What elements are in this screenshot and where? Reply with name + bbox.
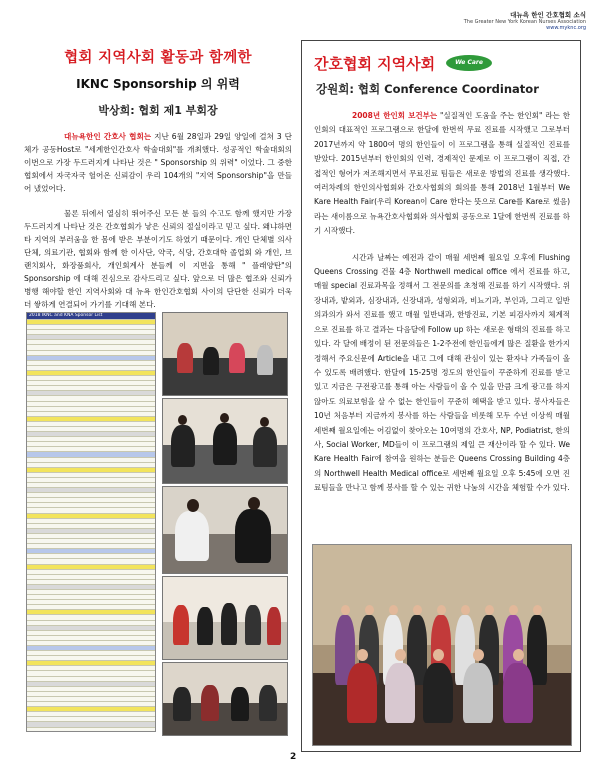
group-photo-face <box>461 605 470 615</box>
photo-person <box>231 687 249 721</box>
sponsor-table-rows <box>27 320 155 732</box>
group-photo-person <box>385 663 415 723</box>
left-article <box>24 42 292 311</box>
right-article <box>301 40 581 752</box>
photo-person <box>173 687 191 721</box>
left-paragraph-1 <box>24 130 292 195</box>
group-photo-face <box>437 605 446 615</box>
photo-conference-2 <box>162 398 288 484</box>
photo-person-head <box>260 417 269 427</box>
left-paragraph-1-lead: 대뉴욕한인 간호사 협회는 <box>64 132 152 141</box>
right-paragraph-1-body: "실질적인 도움을 주는 한인회" 라는 한인회의 대표적인 프로그램으로 한달에 한번씩 무료 진료를 시작했고 그로부터 2017년까지 약 1800여 명의 한인들이 이 프로그램을 통해 실질적인 진료를 받았다. 2015년부터 한인회의 인력, 경제적인 문제로 이 프로그램이 직접, 간접적인 형어가 저조해지면서 무료진료 팀들은 새로운 방법의 진료를 생각했다. 여러차례의 한인의사협회와 간호사협회의 회의를 통해 2018년 1월부터 We Kare Health Fair(우리 Korean이 Care 한다는 뜻으로 Care를 Kare로 썼음) 라는 새이름으로 뉴욕간호사협회와 의사협회 공동으로 1달에 한번씩 진료를 하기 시작했다. <box>314 111 570 236</box>
sponsor-table-row <box>27 728 155 733</box>
left-article-author: 박상희: 협회 제1 부회장 <box>98 104 218 117</box>
photo-person <box>197 607 213 645</box>
photo-person-head <box>187 499 199 512</box>
photo-person <box>257 345 273 375</box>
sponsor-table-title: 2018 IKNC and KNA Sponsor List <box>29 313 103 318</box>
photo-conference-4 <box>162 576 288 660</box>
photo-person <box>177 343 193 373</box>
publication-tagline: The Greater New York Korean Nurses Association <box>463 19 586 25</box>
right-paragraph-2: 시간과 날짜는 예전과 같이 매월 세번째 월요일 오후에 Flushing Queens Crossing 건물 4층 Northwell medical office 에서 진료를 하고, 매월 special 진료과목을 정해서 그 전문의를 초청해 진료를 하기 시작했다. 위장내과, 밭외과, 심장내과, 신장내과, 성형외과, 비뇨기과, 부인과, 그리고 일반의과의가 와서 진료를 했고 매월 일반내과, 한방진료, 기본 피검사까지 체계적으로 진료를 하고 결과는 다음달에 Follow up 하는 새로운 형태의 진료를 하고 있다. 각 달에 배정이 된 전문의들은 1-2주전에 한인들에게 많은 질환을 한가지 정해서 주요신문에 Article을 내고 그에 대해 관심이 있는 환자나 가족들이 올 수 있도록 배려했다. 한달에 15-25명 정도의 한인들이 꾸준하게 진료를 받고 있고 지금은 구전광고를 통해 아는 사람들이 올 수 있을 만큼 크게 광고를 하지 않아도 의료보험을 살 수 없는 한인들이 꾸준히 혜택을 받고 있다. 봉사자들은 10년 처음부터 지금까지 봉사를 하는 사람들을 비롯해 모두 수년 이상씩 매월 세번째 월요일에는 어김없이 찾아오는 10여명의 간호사, NP, Podiatrist, 한의사, Social Worker, MD들이 이 프로그램의 제일 큰 재산이라 할 수 있다. We Kare Health Fair에 참여을 원하는 분들은 Queens Crossing Building 4층의 Northwell Health Medical office로 세번째 월요일 오후 5:45에 오면 진료팀들을 만나고 함께 봉사를 할 수 있는 귀한 나눔의 시간을 체험할 수가 있다. <box>314 252 570 493</box>
left-article-subtitle: IKNC Sponsorship 의 위력 <box>76 77 240 91</box>
group-photo-face <box>533 605 542 615</box>
left-paragraph-2: 물론 뒤에서 열심히 뛰어주신 모든 분 들의 수고도 함께 했지만 가장 두드러지게 나타난 것은 간호협회가 낳은 신뢰의 절실이라고 믿고 싶다. 왜냐하면 타 지역의 부러움을 한 몸에 받은 부분이기도 하였기 때문이다. 개인 단체별 의사단체, 의료기관, 협회와 함께 한 이사단, 약국, 식당, 간호대학 졸업회 와 개인, 브랜치회사, 화장품회사, 개인회계사 분들께 이 지면을 통해 " 플래양탄"의 Sponsorship 에 대해 진심으로 감사드리고 싶다. 앞으로 더 많은 협조와 신뢰가 병행 해야할 한인 지역사회와 대 뉴욕 한인간호협회 사이의 단단한 신뢰가 더욱 더 쌓하게 연결되어 가기를 기대해 본다. <box>24 209 292 309</box>
photo-person-head <box>220 413 229 423</box>
sponsor-table-header <box>27 313 155 320</box>
left-article-title: 협회 지역사회 활동과 함께한 <box>64 50 252 66</box>
group-photo-face <box>365 605 374 615</box>
group-photo-face <box>509 605 518 615</box>
photo-person <box>213 423 237 465</box>
photo-conference-1 <box>162 312 288 396</box>
photo-person <box>253 427 277 467</box>
group-photo <box>312 544 572 746</box>
photo-conference-3 <box>162 486 288 574</box>
group-photo-face <box>485 605 494 615</box>
group-photo-face <box>473 649 484 661</box>
photo-person <box>175 511 209 561</box>
right-article-title-row <box>314 53 570 74</box>
right-article-title: 간호협회 지역사회 <box>314 55 436 73</box>
group-photo-face <box>433 649 444 661</box>
photo-person-head <box>248 497 260 510</box>
group-photo-face <box>513 649 524 661</box>
group-photo-person <box>503 663 533 723</box>
photo-person <box>201 685 219 721</box>
masthead <box>464 10 586 31</box>
group-photo-person <box>423 663 453 723</box>
group-photo-face <box>341 605 350 615</box>
photo-person <box>245 605 261 645</box>
right-article-body <box>314 109 570 496</box>
group-photo-face <box>389 605 398 615</box>
group-photo-person <box>347 663 377 723</box>
photo-person <box>235 509 271 563</box>
photo-person <box>171 425 195 467</box>
photo-person <box>203 347 219 375</box>
page-number: 2 <box>290 752 297 762</box>
photo-person-head <box>178 415 187 425</box>
publication-website[interactable]: www.myknc.org <box>546 25 586 31</box>
right-paragraph-1 <box>314 109 570 239</box>
group-photo-person <box>463 663 493 723</box>
group-photo-face <box>413 605 422 615</box>
group-photo-face <box>357 649 368 661</box>
photo-person <box>221 603 237 645</box>
right-article-subtitle: 강원희: 협회 Conference Coordinator <box>316 82 539 96</box>
group-photo-face <box>395 649 406 661</box>
publication-name: 대뉴욕 한인 간호협회 소식 <box>510 11 586 19</box>
photo-person <box>267 607 281 645</box>
sponsor-list-table-image <box>26 312 156 732</box>
photo-conference-5 <box>162 662 288 736</box>
photo-person <box>173 605 189 645</box>
photo-person <box>259 685 277 721</box>
right-paragraph-1-lead: 2008년 한인회 보건부는 <box>352 111 438 120</box>
left-paragraph-1-body: 지난 6월 28일과 29일 양일에 걸쳐 3 단체가 공동Host로 "세계한인간호사 학술대회"를 개최했다. 성공적인 학술대회의 이번으로 가장 두드러지게 나타난 것은 " Sponsorship 의 위력" 이었다. 그 중한 협회에서 자국자국 헐어온 신뢰감이 우리 104개의 "지역 Sponsorship"을 만들어 냈었어다. <box>24 132 292 193</box>
photo-person <box>229 343 245 373</box>
we-care-logo: We Care <box>446 55 492 71</box>
